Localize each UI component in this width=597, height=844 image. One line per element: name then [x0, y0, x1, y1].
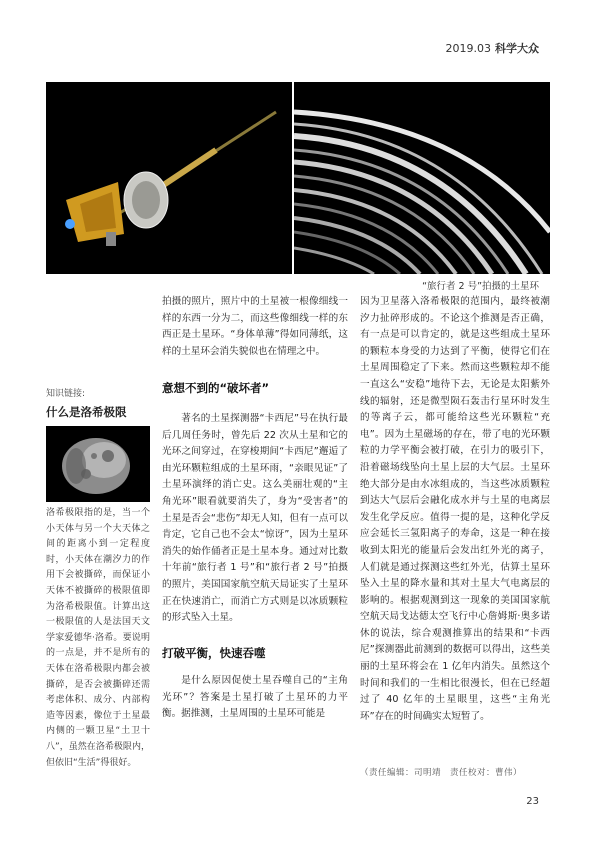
paragraph-cassini: 著名的土星探测器“卡西尼”号在执行最后几周任务时，曾先后 22 次从土星和它的光环之间穿过，在穿梭期间“卡西尼”邂逅了由光环颗粒组成的土星环雨，“亲眼见证”了土星环演绎的消亡史。这么美丽壮观的“主角光环”眼看就要消失了，身为“受害者”的土星是否会“悲伤”却无人知，但有一点可以肯定，它自己也不会太“惊讶”，因为土星环消失的始作俑者正是土星本身。通过对比数十年前“旅行者 1 号”和“旅行者 2 号”拍摄的照片，美国国家航空航天局证实了土星环正在快速消亡，而消亡方式则是以冰质颗粒的形式坠入土星。: [162, 412, 348, 624]
sidebar-kicker: 知识链接:: [46, 389, 86, 399]
page-number: 23: [526, 796, 539, 807]
article-column-middle: [162, 294, 348, 723]
section-heading-destroyer: 意想不到的“破坏者”: [162, 381, 270, 396]
paragraph-continuation: 因为卫星落入洛希极限的范围内，最终被潮汐力扯碎形成的。不论这个推测是否正确，有一点是可以肯定的，就是这些组成土星环的颗粒本身受的力达到了平衡，使得它们在土星周围稳定了下来。然而这些颗粒却不能一直这么“安稳”地待下去，无论是太阳紫外线的辐射，还是微型陨石轰击行星环时发生的等离子云，都可能给这些光环颗粒“充电”。因为土星磁场的存在，带了电的光环颗粒的力学平衡会被打破，在引力的吸引下，沿着磁场线坠向土星上层的大气层。土星环绝大部分是由水冰组成的，当这些冰质颗粒到达大气层后会融化成水并与土星的电离层发生化学反应。值得一提的是，这种化学反应会延长三氢阳离子的寿命，这是一种在接收到太阳光的能量后会发出红外光的离子，人们就是通过探测这些红外光，估算土星环坠入土星的降水量和其对土星大气电离层的影响的。根据观测到这一现象的美国国家航空航天局戈达德太空飞行中心詹姆斯·奥多诺休的说法，综合观测推算出的结果和“卡西尼”探测器此前测到的数据可以得出，这些美丽的土星环将会在 1 亿年内消失。虽然这个时间和我们的一生相比很漫长，但在已经超过了 40 亿年的土星眼里，这些“主角光环”存在的时间确实太短暂了。: [360, 296, 550, 722]
knowledge-sidebar: [46, 386, 150, 771]
page-header: [446, 40, 540, 56]
figure-caption: “旅行者 2 号”拍摄的土星环: [422, 281, 539, 292]
sidebar-title: 什么是洛希极限: [46, 405, 127, 419]
issue-date: 2019.03: [445, 41, 491, 55]
sidebar-text: 洛希极限指的是，当一个小天体与另一个大天体之间的距离小到一定程度时，小天体在潮汐力的作用下会被撕碎，而保证小天体不被撕碎的极限值即为洛希极限值。计算出这一极限值的人是法国天文学家爱德华·洛希。要说明的一点是，并不是所有的天体在洛希极限内都会被撕碎，是否会被撕碎还需考虑体积、成分、内部构造等因素，像位于土星最内侧的一颗卫星“土卫十八”，虽然在洛希极限内，但依旧“生活”得很好。: [46, 508, 150, 768]
cassini-spacecraft-photo: [46, 82, 292, 274]
article-column-right: [360, 294, 550, 725]
paragraph-balance: 是什么原因促使土星吞噬自己的“主角光环”？答案是土星打破了土星环的力平衡。据推测，土星周围的土星环可能是: [162, 675, 348, 720]
magazine-title: 科学大众: [495, 42, 539, 55]
editor-credit: （责任编辑：司明靖 责任校对：曹伟）: [360, 768, 523, 778]
section-heading-balance: 打破平衡，快速吞噬: [162, 645, 266, 660]
saturn-rings-photo: [294, 82, 550, 274]
moon-photo: [46, 426, 150, 502]
intro-paragraph: 拍摄的照片，照片中的土星被一根像细线一样的东西一分为二，而这些像细线一样的东西正是土星环。“身体单薄”得如同薄纸，这样的土星环会消失貌似也在情理之中。: [162, 296, 348, 357]
